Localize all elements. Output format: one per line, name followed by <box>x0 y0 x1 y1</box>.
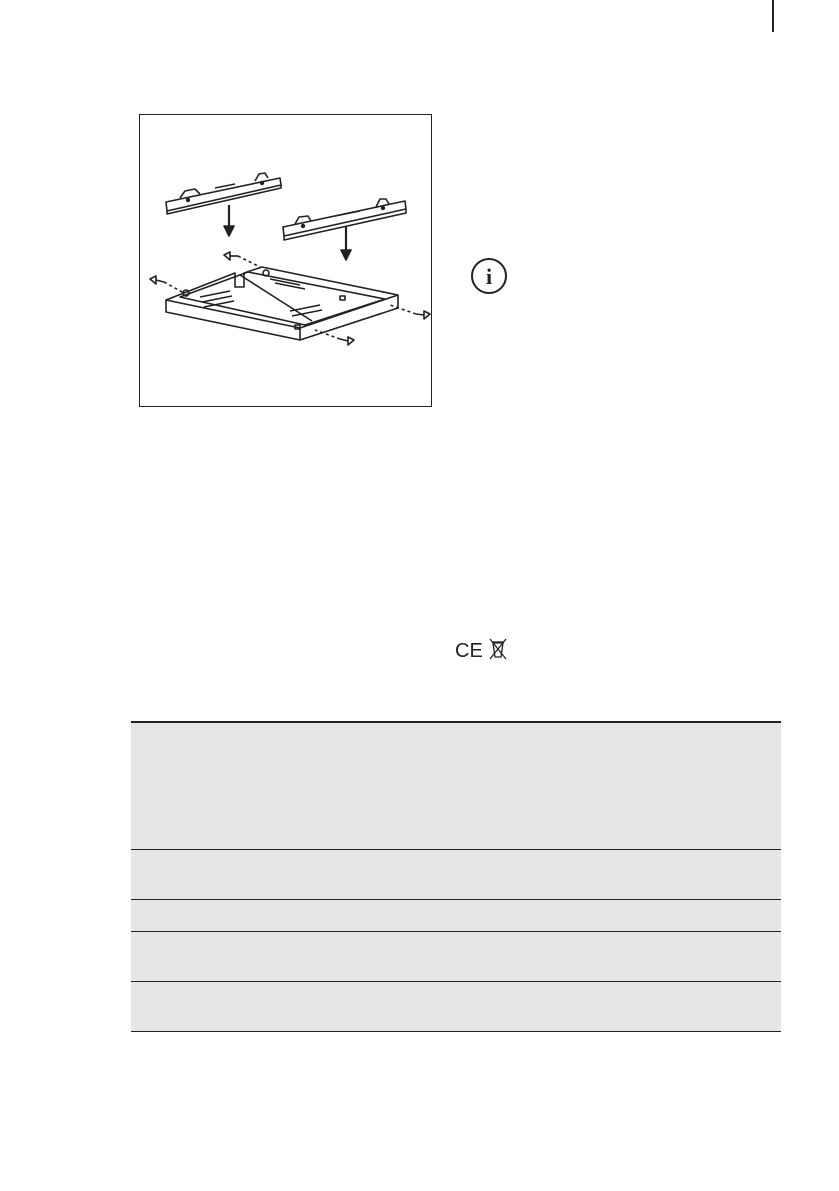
certification-marks <box>455 637 515 663</box>
svg-text:i: i <box>485 264 493 289</box>
left-rail <box>166 173 281 214</box>
ce-mark: CE <box>455 640 483 662</box>
table-row <box>131 849 781 899</box>
down-arrow-icon <box>341 227 351 260</box>
info-icon <box>470 257 508 295</box>
specifications-table <box>131 721 781 1032</box>
right-rail <box>283 199 406 240</box>
table-row <box>131 931 781 981</box>
mounting-base <box>166 267 398 340</box>
table-row <box>131 899 781 931</box>
installation-illustration <box>139 114 432 407</box>
crossed-bin-icon <box>490 639 506 659</box>
table-row <box>131 721 781 849</box>
screw-icon <box>315 330 354 345</box>
screw-icon <box>224 252 260 267</box>
down-arrow-icon <box>224 205 234 236</box>
screw-icon <box>150 276 184 293</box>
info-note <box>470 257 508 295</box>
assembly-drawing <box>140 115 433 408</box>
header-margin-rule <box>772 0 774 32</box>
table-row <box>131 981 781 1032</box>
